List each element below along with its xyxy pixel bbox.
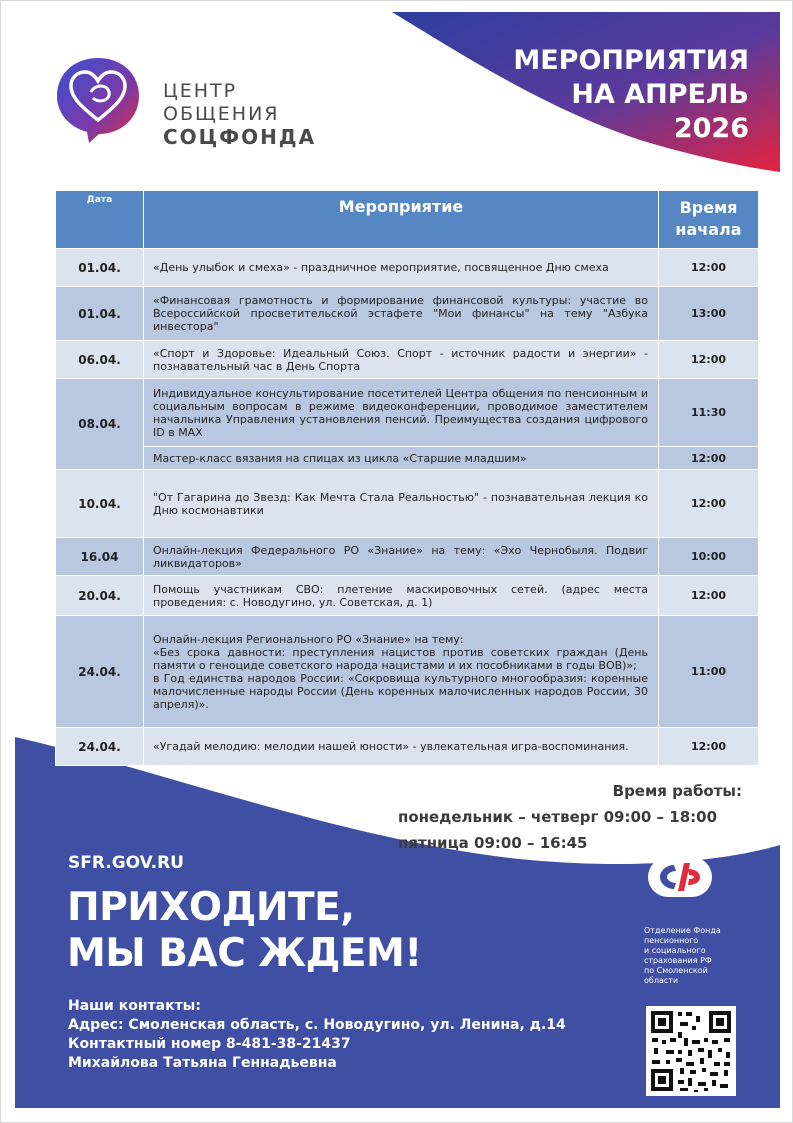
slogan [67,885,422,977]
row-date: 16.04 [56,538,144,576]
sfr-org-line: Отделение Фонда [644,926,721,935]
row-date: 01.04. [56,249,144,287]
schedule-table [55,190,759,766]
slogan-line-1: ПРИХОДИТЕ, [67,885,355,930]
row-time: 12:00 [659,249,759,287]
table-row [56,249,759,287]
contacts-block [68,997,566,1073]
row-event-multiline [144,616,659,728]
sfr-org-line: области [644,976,679,985]
row-event: Индивидуальное консультирование посетителей Центра общения по пенсионным и социальным вопросам в режиме видеоконференции, проводимое заместителем начальника Управления установления пенсий. Преимущества создания цифрового ID в MAX [144,379,659,447]
row-time: 13:00 [659,287,759,341]
working-hours-weekdays: понедельник – четверг 09:00 – 18:00 [398,808,718,826]
sfr-org-line: и социального [644,946,706,955]
logo-line-2: ОБЩЕНИЯ [163,103,280,125]
table-row [56,538,759,576]
logo-text [163,80,316,149]
row-event: «Спорт и Здоровье: Идеальный Союз. Спорт - источник радости и энергии» - познавательный час в День Спорта [144,341,659,379]
logo-line-1: ЦЕНТР [163,80,238,102]
column-header-event: Мероприятие [144,191,659,249]
contacts-person: Михайлова Татьяна Геннадьевна [68,1055,337,1071]
sfr-logo-icon [646,855,714,899]
logo-line-3: СОЦФОНДА [163,125,317,149]
table-row [56,616,759,728]
row-time: 11:00 [659,616,759,728]
table-row [56,379,759,447]
row-time: 11:30 [659,379,759,447]
row-event: Онлайн-лекция Федерального РО «Знание» на тему: «Эхо Чернобыля. Подвиг ликвидаторов» [144,538,659,576]
contacts-phone: Контактный номер 8-481-38-21437 [68,1036,351,1052]
working-hours-label: Время работы: [612,782,742,800]
website-link[interactable]: SFR.GOV.RU [68,853,184,873]
row-time: 12:00 [659,576,759,616]
event-line: «Без срока давности: преступления нацистов против советских граждан (День памяти о геноциде советского народа нацистами и их пособниками в годы ВОВ)»; [153,645,648,672]
sfr-org-name [644,926,744,986]
row-time: 12:00 [659,728,759,766]
slogan-line-2: МЫ ВАС ЖДЕМ! [67,931,422,976]
row-event: «Финансовая грамотность и формирование финансовой культуры: участие во Всероссийской просветительской эстафете "Мои финансы" на тему "Азбука инвестора" [144,287,659,341]
event-line: в Год единства народов России: «Сокровища культурного многообразия: коренные малочисленные народы России (День коренных малочисленных народов России, 30 апреля)». [153,671,648,711]
table-row [56,728,759,766]
table-row [56,447,759,470]
row-date: 20.04. [56,576,144,616]
sfr-org-line: по Смоленской [644,966,708,975]
column-header-time: Время начала [659,191,759,249]
row-date: 24.04. [56,728,144,766]
row-event: «День улыбок и смеха» - праздничное мероприятие, посвященное Дню смеха [144,249,659,287]
row-event: «Угадай мелодию: мелодии нашей юности» - увлекательная игра-воспоминания. [144,728,659,766]
qr-code-icon[interactable] [646,1006,736,1096]
table-row [56,287,759,341]
row-time: 12:00 [659,470,759,538]
row-time: 12:00 [659,341,759,379]
row-date: 08.04. [56,379,144,470]
event-line: Онлайн-лекция Регионального РО «Знание» на тему: [153,632,464,646]
row-event: "От Гагарина до Звезд: Как Мечта Стала Реальностью" - познавательная лекция ко Дню космонавтики [144,470,659,538]
working-hours [398,782,744,860]
page-title: МЕРОПРИЯТИЯ НА АПРЕЛЬ 2026 [513,45,749,144]
sfr-org-line: страхования РФ [644,956,712,965]
row-date: 01.04. [56,287,144,341]
column-header-date: Дата [56,191,144,249]
row-time: 12:00 [659,447,759,470]
table-row [56,470,759,538]
heart-chat-logo-icon [53,50,143,145]
table-row [56,576,759,616]
row-event: Мастер-класс вязания на спицах из цикла «Старшие младшим» [144,447,659,470]
table-row [56,341,759,379]
working-hours-friday: пятница 09:00 – 16:45 [398,834,588,852]
row-date: 06.04. [56,341,144,379]
sfr-org-line: пенсионного [644,936,699,945]
contacts-address: Адрес: Смоленская область, с. Новодугино, ул. Ленина, д.14 [68,1017,566,1033]
row-time: 10:00 [659,538,759,576]
contacts-title: Наши контакты: [68,998,201,1014]
row-date: 10.04. [56,470,144,538]
row-event: Помощь участникам СВО: плетение маскировочных сетей. (адрес места проведения: с. Новодугино, ул. Советская, д. 1) [144,576,659,616]
row-date: 24.04. [56,616,144,728]
